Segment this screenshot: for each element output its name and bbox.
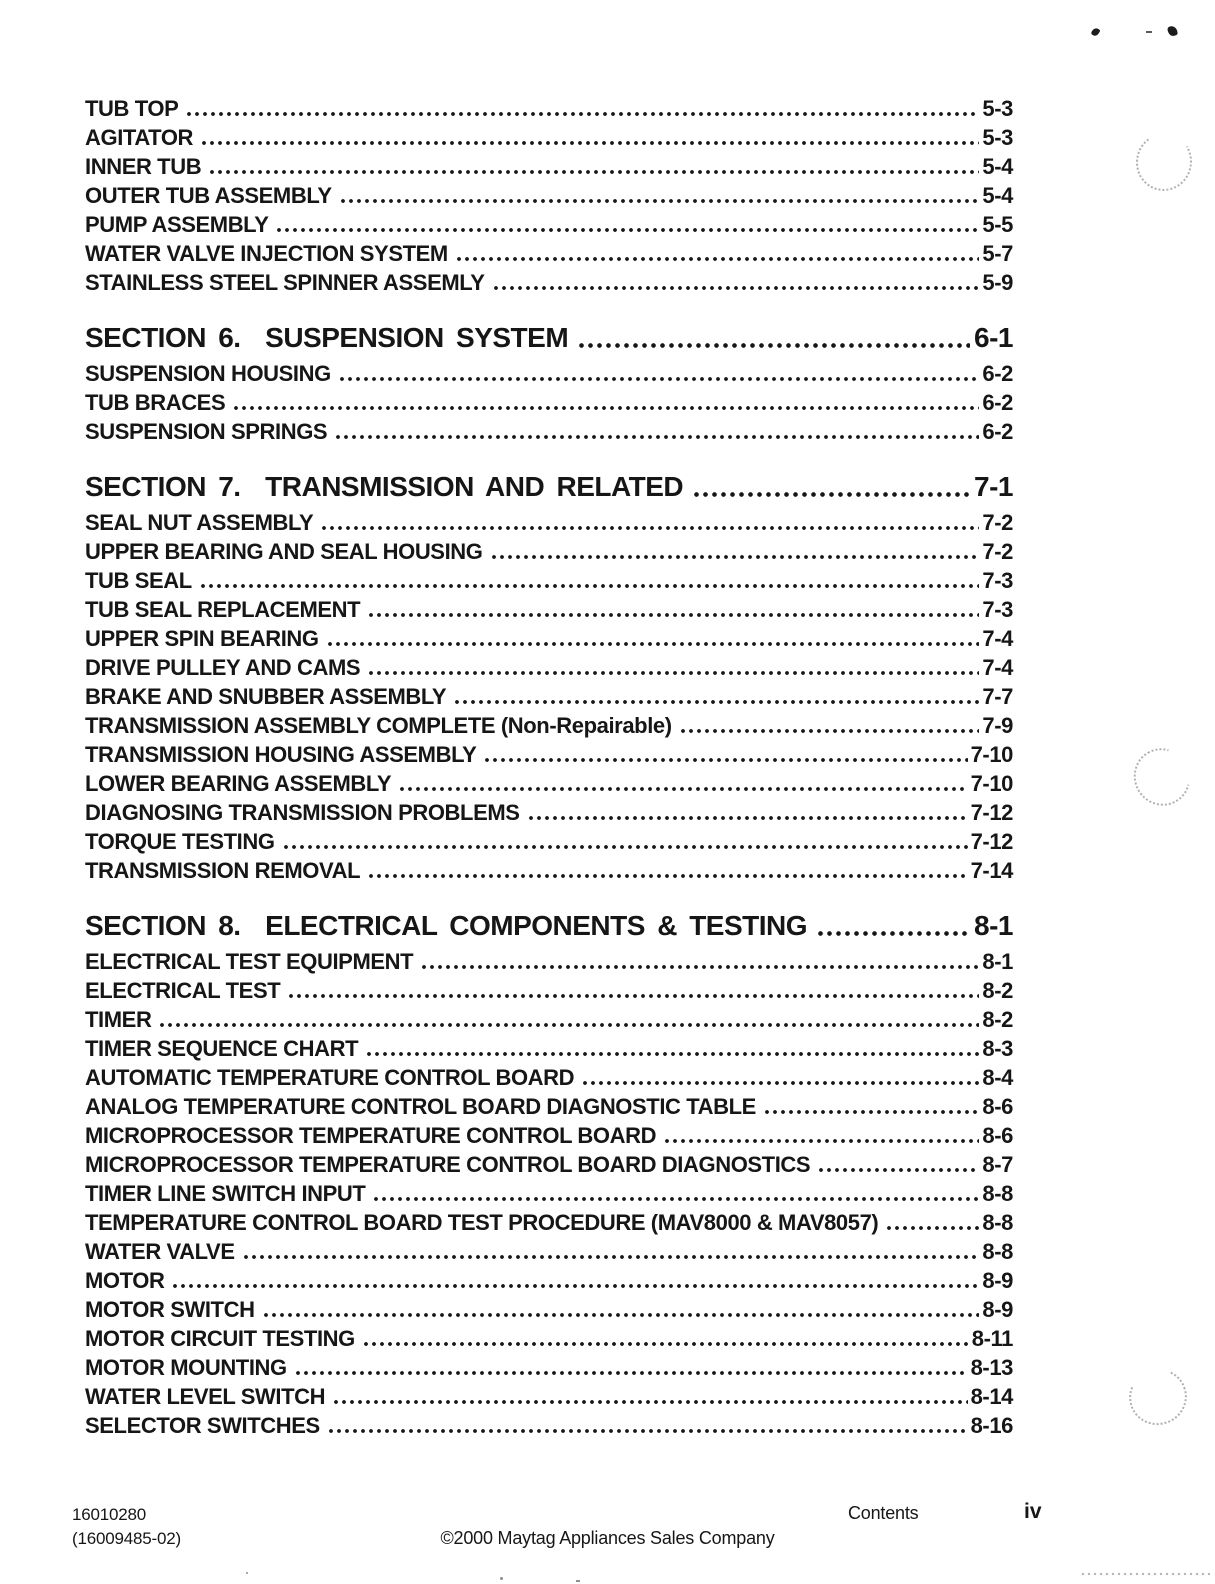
toc-entry-label: UPPER SPIN BEARING [85,626,319,651]
dot-leader [761,1092,979,1121]
toc-entry-label: TRANSMISSION HOUSING ASSEMBLY [85,742,477,767]
toc-entry-page: 8-4 [982,1065,1013,1090]
toc-entry-page: 7-4 [982,626,1013,651]
dot-leader [365,856,967,885]
toc-entry-label: LOWER BEARING ASSEMBLY [85,771,392,796]
punch-hole-artifact [1123,738,1200,816]
dot-leader [490,268,980,297]
toc-section-header-page: 6-1 [974,322,1013,353]
toc-entry-label: MOTOR [85,1268,165,1293]
toc-entry-page: 8-9 [982,1297,1013,1322]
scan-speck [576,1580,580,1582]
toc-entry-label: DRIVE PULLEY AND CAMS [85,655,361,680]
toc-entry [85,1295,1013,1324]
toc-entry-page: 6-2 [982,361,1013,386]
toc-entry [85,827,1013,856]
toc [85,94,1013,1440]
toc-entry-page: 8-8 [982,1210,1013,1235]
dot-leader [525,798,968,827]
toc-entry-page: 7-14 [970,858,1013,883]
toc-entry [85,210,1013,239]
copyright-line: ©2000 Maytag Appliances Sales Company [440,1528,775,1548]
toc-entry-page: 8-7 [982,1152,1013,1177]
toc-entry [85,359,1013,388]
dot-leader [814,905,970,947]
toc-entry-page: 8-3 [982,1036,1013,1061]
toc-section-header-label: SECTION 8. ELECTRICAL COMPONENTS & TESTING [85,910,808,941]
toc-entry-page: 7-12 [970,800,1013,825]
toc-entry [85,976,1013,1005]
dot-leader [169,1266,979,1295]
toc-entry [85,711,1013,740]
page-number: iv [1024,1500,1042,1523]
dot-leader [336,359,980,388]
toc-entry-label: ELECTRICAL TEST [85,978,281,1003]
toc-section-header [85,466,1013,508]
toc-entry [85,1353,1013,1382]
toc-entry [85,1179,1013,1208]
toc-entry [85,1237,1013,1266]
scan-speck [1090,27,1100,37]
scan-speck [1167,25,1178,37]
toc-section-header [85,905,1013,947]
toc-entry-page: 8-13 [970,1355,1013,1380]
dot-leader [332,417,979,446]
scan-speck [500,1577,503,1580]
toc-entry [85,508,1013,537]
dot-leader [273,210,979,239]
toc-entry-label: MICROPROCESSOR TEMPERATURE CONTROL BOARD [85,1123,657,1148]
toc-entry-label: OUTER TUB ASSEMBLY [85,183,332,208]
toc-entry-page: 8-6 [982,1123,1013,1148]
dot-leader [365,595,979,624]
toc-entry-label: ELECTRICAL TEST EQUIPMENT [85,949,414,974]
toc-entry-page: 7-12 [970,829,1013,854]
toc-entry-label: SUSPENSION HOUSING [85,361,331,386]
toc-entry [85,417,1013,446]
toc-entry-page: 7-7 [982,684,1013,709]
toc-entry [85,624,1013,653]
toc-entry [85,1382,1013,1411]
toc-entry [85,94,1013,123]
toc-section-header-label: SECTION 6. SUSPENSION SYSTEM [85,322,569,353]
toc-entry-page: 5-4 [982,154,1013,179]
toc-entry-label: MOTOR CIRCUIT TESTING [85,1326,355,1351]
toc-entry [85,1005,1013,1034]
toc-entry-page: 7-3 [982,597,1013,622]
toc-entry-label: ANALOG TEMPERATURE CONTROL BOARD DIAGNOSTIC TABLE [85,1094,756,1119]
dot-leader [418,947,979,976]
toc-entry-label: WATER VALVE [85,1239,235,1264]
toc-entry-label: INNER TUB [85,154,202,179]
punch-hole-artifact [1121,1361,1195,1433]
toc-entry [85,181,1013,210]
dot-leader [198,123,979,152]
toc-entry-page: 8-14 [970,1384,1013,1409]
dot-leader [318,508,979,537]
toc-entry-label: AUTOMATIC TEMPERATURE CONTROL BOARD [85,1065,575,1090]
dot-leader [690,466,970,508]
toc-entry-label: TIMER SEQUENCE CHART [85,1036,359,1061]
toc-entry-label: SELECTOR SWITCHES [85,1413,320,1438]
dot-leader [370,1179,979,1208]
toc-entry-label: SUSPENSION SPRINGS [85,419,328,444]
toc-section-header [85,317,1013,359]
dot-leader [363,1034,979,1063]
dot-leader [677,711,980,740]
dot-leader [396,769,967,798]
scan-edge-artifact [1080,1572,1210,1576]
doc-number: 16010280 [72,1505,147,1524]
dot-leader [337,181,980,210]
dot-leader [240,1237,980,1266]
toc-entry-label: TUB SEAL [85,568,192,593]
toc-entry [85,947,1013,976]
dot-leader [292,1353,968,1382]
toc-entry-page: 5-3 [982,96,1013,121]
toc-entry-label: STAINLESS STEEL SPINNER ASSEMLY [85,270,485,295]
dot-leader [285,976,979,1005]
dot-leader [661,1121,979,1150]
toc-entry-label: BRAKE AND SNUBBER ASSEMBLY [85,684,447,709]
dot-leader [481,740,967,769]
toc-entry [85,798,1013,827]
toc-entry-page: 5-7 [982,241,1013,266]
dot-leader [579,1063,979,1092]
dot-leader [197,566,980,595]
toc-entry-page: 8-11 [971,1326,1013,1351]
toc-entry [85,239,1013,268]
toc-entry-page: 8-16 [970,1413,1013,1438]
dot-leader [324,624,980,653]
toc-entry-page: 7-3 [982,568,1013,593]
dot-leader [260,1295,980,1324]
toc-entry [85,1208,1013,1237]
toc-entry [85,769,1013,798]
toc-entry-label: MICROPROCESSOR TEMPERATURE CONTROL BOARD DIAGNOSTICS [85,1152,811,1177]
toc-entry [85,268,1013,297]
toc-entry-page: 8-8 [982,1181,1013,1206]
toc-entry-label: MOTOR MOUNTING [85,1355,287,1380]
toc-entry-page: 5-5 [982,212,1013,237]
toc-entry-page: 8-2 [982,978,1013,1003]
toc-entry-label: TUB TOP [85,96,179,121]
dot-leader [330,1382,967,1411]
toc-entry-page: 6-2 [982,390,1013,415]
toc-entry-page: 8-2 [982,1007,1013,1032]
toc-entry-label: MOTOR SWITCH [85,1297,255,1322]
toc-entry-page: 6-2 [982,419,1013,444]
toc-entry-label: WATER VALVE INJECTION SYSTEM [85,241,448,266]
dot-leader [230,388,979,417]
dot-leader [156,1005,979,1034]
doc-number-alt: (16009485-02) [72,1529,181,1548]
toc-section-header-label: SECTION 7. TRANSMISSION AND RELATED [85,471,684,502]
toc-entry-label: DIAGNOSING TRANSMISSION PROBLEMS [85,800,520,825]
dot-leader [365,653,979,682]
toc-entry-page: 7-9 [982,713,1013,738]
scan-speck [246,1572,248,1574]
toc-entry [85,388,1013,417]
dot-leader [360,1324,969,1353]
toc-entry-page: 8-8 [982,1239,1013,1264]
toc-entry [85,1150,1013,1179]
toc-entry-page: 5-9 [982,270,1013,295]
dot-leader [575,317,970,359]
toc-entry [85,1411,1013,1440]
toc-entry [85,152,1013,181]
toc-entry-page: 7-10 [970,771,1013,796]
dot-leader [451,682,979,711]
toc-entry-label: AGITATOR [85,125,194,150]
toc-entry [85,1121,1013,1150]
toc-entry [85,123,1013,152]
dot-leader [488,537,980,566]
punch-hole-artifact [1131,128,1198,196]
toc-entry [85,740,1013,769]
dot-leader [183,94,979,123]
toc-entry-label: WATER LEVEL SWITCH [85,1384,326,1409]
toc-entry-label: TRANSMISSION ASSEMBLY COMPLETE (Non-Repairable) [85,713,672,738]
dot-leader [453,239,980,268]
toc-entry [85,1266,1013,1295]
toc-entry-page: 7-10 [970,742,1013,767]
toc-entry-page: 8-6 [982,1094,1013,1119]
toc-entry-page: 5-4 [982,183,1013,208]
dot-leader [280,827,968,856]
toc-entry-label: TUB SEAL REPLACEMENT [85,597,361,622]
toc-entry-label: SEAL NUT ASSEMBLY [85,510,314,535]
dot-leader [815,1150,979,1179]
toc-entry-page: 7-2 [982,539,1013,564]
toc-entry-page: 7-2 [982,510,1013,535]
toc-entry [85,595,1013,624]
toc-entry-label: TRANSMISSION REMOVAL [85,858,361,883]
toc-entry [85,856,1013,885]
toc-entry-page: 5-3 [982,125,1013,150]
dot-leader [206,152,979,181]
toc-entry-label: TIMER LINE SWITCH INPUT [85,1181,366,1206]
toc-entry-label: TIMER [85,1007,152,1032]
toc-entry [85,537,1013,566]
toc-entry-label: UPPER BEARING AND SEAL HOUSING [85,539,483,564]
scan-speck [1146,31,1152,33]
toc-entry-label: TUB BRACES [85,390,226,415]
dot-leader [325,1411,968,1440]
toc-entry-label: PUMP ASSEMBLY [85,212,269,237]
toc-entry [85,1092,1013,1121]
toc-entry-page: 7-4 [982,655,1013,680]
toc-entry-label: TORQUE TESTING [85,829,275,854]
toc-entry [85,682,1013,711]
contents-label: Contents [848,1503,919,1523]
toc-entry [85,1324,1013,1353]
toc-entry [85,653,1013,682]
toc-entry [85,1063,1013,1092]
toc-entry-page: 8-1 [982,949,1013,974]
toc-entry-page: 8-9 [982,1268,1013,1293]
toc-section-header-page: 8-1 [974,910,1013,941]
toc-entry [85,566,1013,595]
dot-leader [883,1208,979,1237]
toc-section-header-page: 7-1 [974,471,1013,502]
toc-entry-label: TEMPERATURE CONTROL BOARD TEST PROCEDURE (MAV8000 & MAV8057) [85,1210,879,1235]
toc-entry [85,1034,1013,1063]
